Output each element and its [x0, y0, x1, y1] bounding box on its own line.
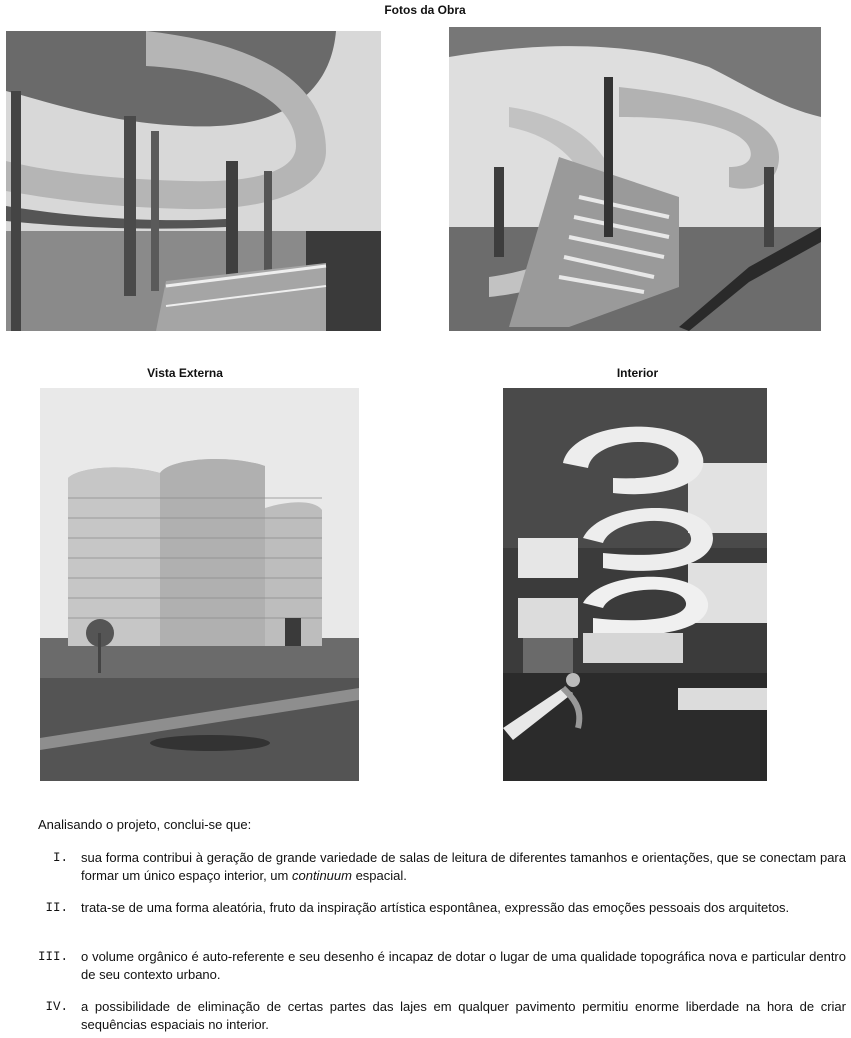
photo-interior-spiral	[503, 388, 767, 781]
photo-construction-staircase	[449, 27, 821, 331]
statement-text: sua forma contribui à geração de grande variedade de salas de leitura de diferentes tamanhos e orientações, que se conectam para formar um único espaço interior, um continuum espacial.	[81, 850, 846, 883]
question-intro: Analisando o projeto, conclui-se que:	[38, 817, 252, 832]
caption-interior: Interior	[616, 366, 659, 380]
statement-text: a possibilidade de eliminação de certas partes das lajes em qualquer pavimento permitiu enorme liberdade na hora de criar sequências espaciais no interior.	[81, 999, 846, 1032]
statement-item-1	[30, 849, 846, 885]
statement-numeral: IV.	[45, 1000, 68, 1014]
photo-exterior-view	[40, 388, 359, 781]
caption-fotos-da-obra: Fotos da Obra	[384, 3, 466, 17]
statement-text: o volume orgânico é auto-referente e seu desenho é incapaz de dotar o lugar de uma qualidade topográfica nova e particular dentro de seu contexto urbano.	[81, 949, 846, 982]
statement-item-3	[30, 948, 846, 984]
statement-numeral: II.	[45, 901, 68, 915]
statement-text: trata-se de uma forma aleatória, fruto da inspiração artística espontânea, expressão das emoções pessoais dos arquitetos.	[81, 900, 790, 915]
photo-construction-ramps	[6, 31, 381, 331]
statement-numeral: III.	[37, 950, 68, 964]
statement-item-4	[30, 998, 846, 1034]
statement-item-2	[30, 899, 846, 917]
caption-vista-externa: Vista Externa	[147, 366, 223, 380]
statement-numeral: I.	[52, 851, 68, 865]
